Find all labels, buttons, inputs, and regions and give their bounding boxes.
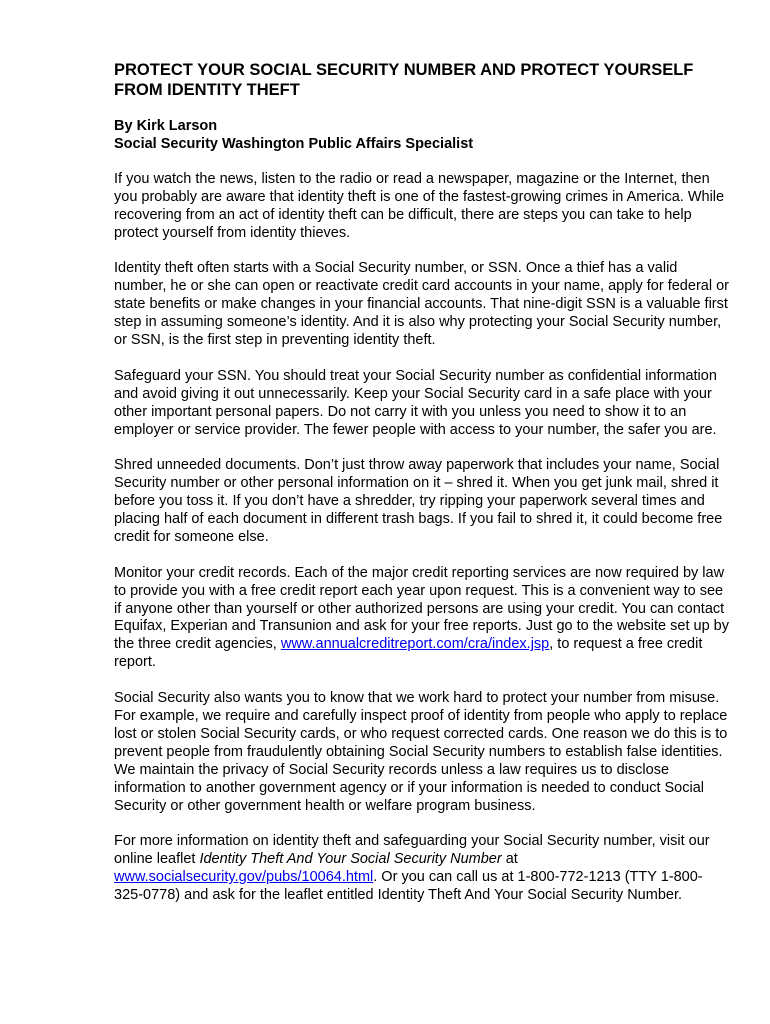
paragraph-intro: If you watch the news, listen to the radio or read a newspaper, magazine or the Internet, then you probably are aware that identity theft is one of the fastest-growing crimes in America. While recovering from an act of identity theft can be difficult, there are steps you can take to help protect yourself from identity thieves. bbox=[114, 170, 725, 241]
paragraph-monitor-credit bbox=[114, 565, 730, 672]
author-title: Social Security Washington Public Affairs Specialist bbox=[114, 136, 474, 152]
annual-credit-report-link[interactable]: www.annualcreditreport.com/cra/index.jsp bbox=[280, 636, 550, 653]
paragraph-ssa-protection: Social Security also wants you to know that we work hard to protect your number from misuse. For example, we require and carefully inspect proof of identity from people who apply to replace lost or stolen Social Security cards, or who request corrected cards. One reason we do this is to prevent people from fraudulently obtaining Social Security numbers to establish false identities. We maintain the privacy of Social Security records unless a law requires us to disclose information to another government agency or if your information is needed to conduct Social Security or other government health or welfare program business. bbox=[114, 690, 728, 814]
leaflet-title: Identity Theft And Your Social Security Number bbox=[199, 851, 502, 868]
more-info-text: For more information on identity theft and safeguarding your Social Security number, visit our online leaflet bbox=[114, 833, 710, 868]
ssa-leaflet-link[interactable]: www.socialsecurity.gov/pubs/10064.html bbox=[114, 869, 374, 886]
document-title: PROTECT YOUR SOCIAL SECURITY NUMBER AND PROTECT YOURSELF FROM IDENTITY THEFT bbox=[114, 61, 694, 99]
paragraph-safeguard: Safeguard your SSN. You should treat your Social Security number as confidential information and avoid giving it out unnecessarily. Keep your Social Security card in a safe place with your other important personal papers. Do not carry it with you unless you need to show it to an employer or service provider. The fewer people with access to your number, the safer you are. bbox=[114, 367, 717, 438]
monitor-credit-text: Monitor your credit records. Each of the major credit reporting services are now required by law to provide you with a free credit report each year upon request. This is a convenient way to see if anyone other than yourself or other authorized persons are using your credit. You can contact Equifax, Experian and Transunion and ask for your free reports. Just go to the website set up by the three credit agencies, bbox=[114, 564, 729, 653]
author-name: By Kirk Larson bbox=[114, 118, 218, 134]
monitor-credit-tail: , to request a free credit report. bbox=[114, 636, 703, 671]
paragraph-more-info bbox=[114, 833, 730, 905]
byline bbox=[114, 117, 730, 153]
paragraph-ssn-theft: Identity theft often starts with a Social Security number, or SSN. Once a thief has a valid number, he or she can open or reactivate credit card accounts in your name, apply for federal or state benefits or make changes in your financial accounts. That nine-digit SSN is a valuable first step in assuming someone’s identity. And it is also why protecting your Social Security number, or SSN, is the first step in preventing identity theft. bbox=[114, 260, 729, 349]
paragraph-shred: Shred unneeded documents. Don’t just throw away paperwork that includes your name, Social Security number or other personal information on it – shred it. When you get junk mail, shred it before you toss it. If you don’t have a shredder, try ripping your paperwork several times and placing half of each document in different trash bags. If you fail to shred it, it could become free credit for someone else. bbox=[114, 457, 723, 545]
document-page bbox=[114, 60, 730, 905]
more-info-at: at bbox=[501, 851, 518, 868]
more-info-contact: . Or you can call us at 1-800-772-1213 (TTY 1-800-325-0778) and ask for the leaflet entitled Identity Theft And Your Social Security Number. bbox=[114, 869, 703, 904]
